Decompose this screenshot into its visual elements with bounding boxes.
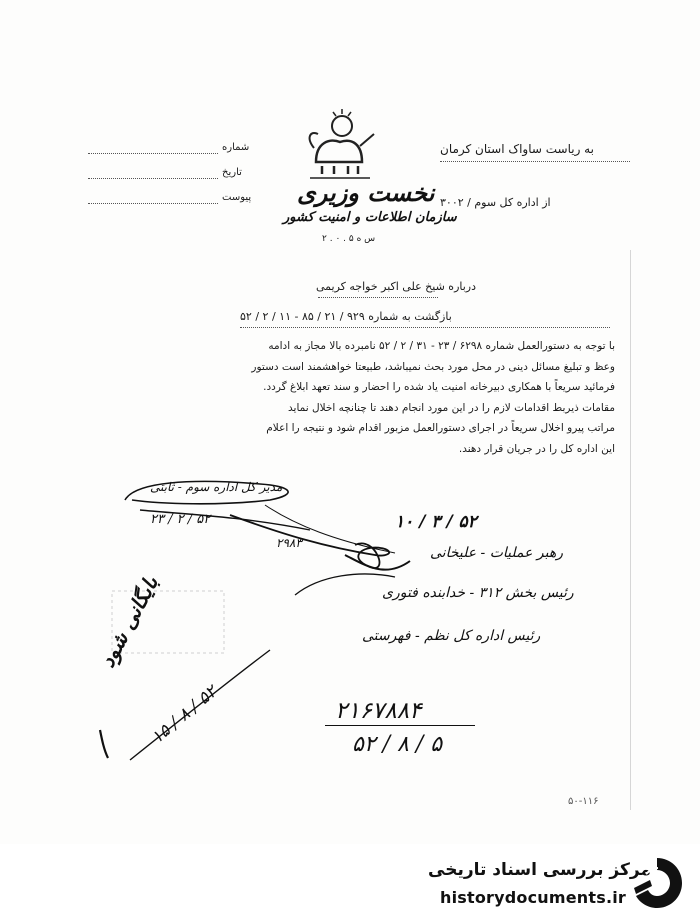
signature-date: ۱۰ / ۳ / ۵۲: [395, 512, 477, 532]
body-line: وعظ و تبلیغ مسائل دینی در محل مورد بحث نمیباشد، طبیعتا خواهشمند است دستور: [251, 360, 615, 373]
field-number-label: شماره: [222, 142, 250, 153]
body-line: این اداره کل را در جریان قرار دهند.: [458, 442, 615, 455]
subject-line: درباره شیخ علی اکبر خواجه کریمی: [316, 280, 477, 293]
footer-logo: [0, 844, 700, 916]
archive-date: ۵۲ / ۸ / ۵: [352, 732, 443, 757]
field-date-label: تاریخ: [222, 167, 242, 178]
reference-line: بازگشت به شماره ۹۲۹ / ۲۱ / ۸۵ - ۱۱ / ۲ / ۵۲: [240, 310, 452, 323]
body-text: [115, 336, 615, 459]
page-code: ۵۰-۱۱۶: [568, 796, 599, 807]
org-name: نخست وزیری: [297, 178, 435, 207]
body-line: با توجه به دستورالعمل شماره ۶۲۹۸ / ۲۳ - ۳۱ / ۲ / ۵۲ نامبرده بالا مجاز به ادامه: [268, 340, 615, 352]
annotation-text: مدیر کل اداره سوم - ثابتی: [150, 480, 283, 494]
center-url: historydocuments.ir: [440, 888, 627, 907]
body-line: مقامات ذیربط اقدامات لازم را در این مورد انجام دهند تا چنانچه اخلال نماید: [288, 401, 615, 414]
body-line: فرمائید سریعاً با همکاری دبیرخانه امنیت یاد شده را احضار و سند تعهد ابلاغ گردد.: [263, 381, 615, 393]
annotation-date: ۲۳ / ۲ / ۵۲: [150, 512, 211, 527]
archive-number: ۲۱۶۷۸۸۴: [335, 698, 422, 724]
archive-logo-icon: [628, 854, 686, 916]
margin-note: بایگانی شود: [95, 572, 163, 672]
body-line: مراتب پیرو اخلال سریعاً در اجرای دستورالعمل مزبور اقدام شود و نتیجه را اعلام: [266, 422, 615, 434]
handwritten-line-2: رئیس بخش ۳۱۲ - خدابنده فتوری: [382, 585, 574, 601]
pen-stroke: [290, 565, 400, 605]
center-name: مرکز بررسی اسناد تاریخی: [428, 860, 651, 880]
org-code: س ه ۵ . ۰ . ۲: [322, 234, 376, 244]
handwritten-line-1: رهبر عملیات - علیخانی: [430, 545, 564, 561]
reference-number: از اداره کل سوم / ۳۰۰۲: [440, 196, 551, 209]
scan-edge: [630, 250, 631, 810]
margin-strokes: [90, 640, 290, 780]
margin-date: ۱۵ / ۸ / ۵۲: [147, 682, 221, 748]
handwritten-line-3: رئیس اداره کل نظم - فهرستی: [362, 628, 541, 644]
lion-sun-emblem-icon: [300, 108, 378, 184]
recipient-line: به ریاست ساواک استان کرمان: [440, 142, 594, 156]
field-attachment-label: پیوست: [222, 192, 252, 203]
note-number: ۲۹۸۳: [276, 536, 302, 550]
org-subtitle: سازمان اطلاعات و امنیت کشور: [283, 210, 457, 225]
